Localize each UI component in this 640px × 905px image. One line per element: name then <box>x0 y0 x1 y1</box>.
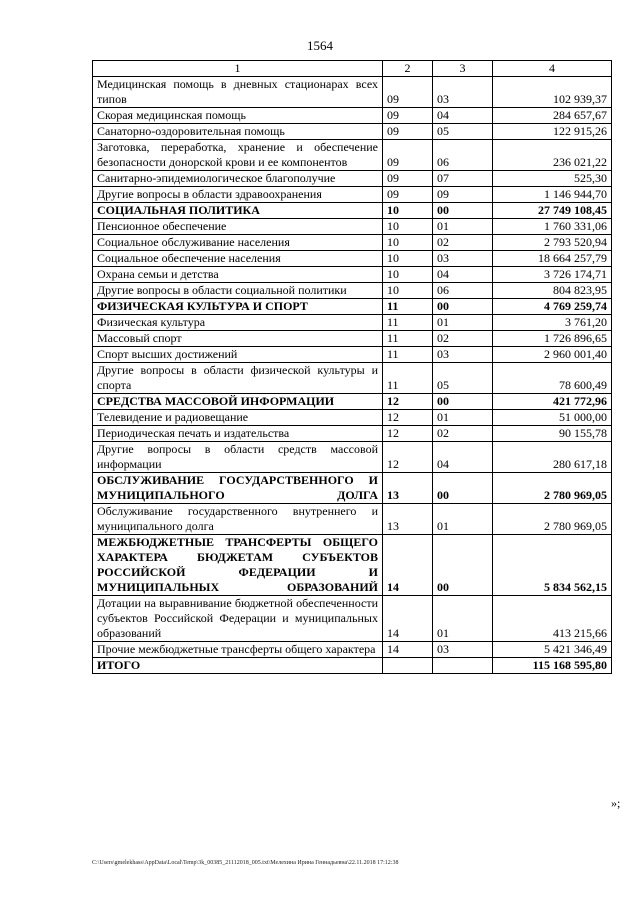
row-section-code: 10 <box>383 251 433 267</box>
page-number: 1564 <box>307 38 333 53</box>
row-amount: 5 421 346,49 <box>493 642 612 658</box>
total-empty-3 <box>433 658 493 674</box>
row-section-code: 12 <box>383 410 433 426</box>
section-row <box>93 203 612 219</box>
row-subsection-code: 01 <box>433 315 493 331</box>
row-subsection-code: 06 <box>433 140 493 171</box>
row-subsection-code: 01 <box>433 504 493 535</box>
table-row <box>93 267 612 283</box>
table-row <box>93 77 612 108</box>
row-section-code: 09 <box>383 108 433 124</box>
row-amount: 2 793 520,94 <box>493 235 612 251</box>
row-name: Массовый спорт <box>93 331 383 347</box>
row-subsection-code: 00 <box>433 299 493 315</box>
row-subsection-code: 04 <box>433 108 493 124</box>
table-header-row <box>93 61 612 77</box>
table-row <box>93 642 612 658</box>
section-row <box>93 535 612 596</box>
row-amount: 18 664 257,79 <box>493 251 612 267</box>
row-amount: 525,30 <box>493 171 612 187</box>
row-name: Социальное обслуживание населения <box>93 235 383 251</box>
row-name: Физическая культура <box>93 315 383 331</box>
row-name: Санитарно-эпидемиологическое благополучие <box>93 171 383 187</box>
row-name: Периодическая печать и издательства <box>93 426 383 442</box>
row-section-code: 11 <box>383 315 433 331</box>
row-subsection-code: 03 <box>433 251 493 267</box>
row-section-code: 13 <box>383 473 433 504</box>
row-amount: 804 823,95 <box>493 283 612 299</box>
table-row <box>93 363 612 394</box>
row-section-code: 12 <box>383 426 433 442</box>
row-name: Охрана семьи и детства <box>93 267 383 283</box>
row-name: МЕЖБЮДЖЕТНЫЕ ТРАНСФЕРТЫ ОБЩЕГО ХАРАКТЕРА БЮДЖЕТАМ СУБЪЕКТОВ РОССИЙСКОЙ ФЕДЕРАЦИИ И МУНИЦИПАЛЬНЫХ ОБРАЗОВАНИЙ <box>93 535 383 596</box>
row-amount: 1 760 331,06 <box>493 219 612 235</box>
row-section-code: 09 <box>383 140 433 171</box>
row-name: Прочие межбюджетные трансферты общего характера <box>93 642 383 658</box>
row-subsection-code: 00 <box>433 535 493 596</box>
row-amount: 2 960 001,40 <box>493 347 612 363</box>
row-name: Другие вопросы в области средств массовой информации <box>93 442 383 473</box>
row-subsection-code: 04 <box>433 267 493 283</box>
row-subsection-code: 00 <box>433 473 493 504</box>
row-subsection-code: 04 <box>433 442 493 473</box>
row-amount: 51 000,00 <box>493 410 612 426</box>
table-row <box>93 187 612 203</box>
total-empty-2 <box>383 658 433 674</box>
row-amount: 90 155,78 <box>493 426 612 442</box>
row-amount: 1 726 896,65 <box>493 331 612 347</box>
row-section-code: 14 <box>383 642 433 658</box>
table-row <box>93 442 612 473</box>
row-name: СОЦИАЛЬНАЯ ПОЛИТИКА <box>93 203 383 219</box>
header-col-1: 1 <box>93 61 383 77</box>
section-row <box>93 473 612 504</box>
row-amount: 413 215,66 <box>493 596 612 642</box>
row-subsection-code: 02 <box>433 426 493 442</box>
table-row <box>93 315 612 331</box>
row-subsection-code: 01 <box>433 219 493 235</box>
row-name: Дотации на выравнивание бюджетной обеспеченности субъектов Российской Федерации и муниципальных образований <box>93 596 383 642</box>
header-col-3: 3 <box>433 61 493 77</box>
section-row <box>93 394 612 410</box>
table-row <box>93 596 612 642</box>
row-section-code: 11 <box>383 363 433 394</box>
row-section-code: 09 <box>383 77 433 108</box>
row-amount: 280 617,18 <box>493 442 612 473</box>
section-row <box>93 299 612 315</box>
header-col-2: 2 <box>383 61 433 77</box>
table-row <box>93 171 612 187</box>
row-name: Пенсионное обеспечение <box>93 219 383 235</box>
row-section-code: 10 <box>383 219 433 235</box>
row-section-code: 14 <box>383 535 433 596</box>
table-row <box>93 410 612 426</box>
row-subsection-code: 03 <box>433 347 493 363</box>
table-row <box>93 108 612 124</box>
row-amount: 4 769 259,74 <box>493 299 612 315</box>
row-section-code: 09 <box>383 187 433 203</box>
row-amount: 122 915,26 <box>493 124 612 140</box>
row-amount: 3 761,20 <box>493 315 612 331</box>
row-amount: 421 772,96 <box>493 394 612 410</box>
total-amount: 115 168 595,80 <box>493 658 612 674</box>
row-name: Телевидение и радиовещание <box>93 410 383 426</box>
row-name: Другие вопросы в области физической культуры и спорта <box>93 363 383 394</box>
row-subsection-code: 05 <box>433 363 493 394</box>
row-name: Другие вопросы в области здравоохранения <box>93 187 383 203</box>
row-name: Санаторно-оздоровительная помощь <box>93 124 383 140</box>
row-section-code: 10 <box>383 267 433 283</box>
closing-quote: »; <box>611 796 621 810</box>
row-name: ФИЗИЧЕСКАЯ КУЛЬТУРА И СПОРТ <box>93 299 383 315</box>
row-name: Обслуживание государственного внутреннего и муниципального долга <box>93 504 383 535</box>
row-amount: 2 780 969,05 <box>493 473 612 504</box>
row-name: Медицинская помощь в дневных стационарах всех типов <box>93 77 383 108</box>
row-name: Социальное обеспечение населения <box>93 251 383 267</box>
row-subsection-code: 07 <box>433 171 493 187</box>
row-amount: 2 780 969,05 <box>493 504 612 535</box>
row-section-code: 10 <box>383 203 433 219</box>
table-row <box>93 140 612 171</box>
footer-file-path: C:\Users\gmelekhass\AppData\Local\Temp\3k_00385_21112018_005.txt\Мелехина Ирина Геннадьевна\22.11.2018 17:12:38 <box>92 860 399 866</box>
row-section-code: 09 <box>383 124 433 140</box>
table-row <box>93 331 612 347</box>
row-subsection-code: 02 <box>433 235 493 251</box>
table-row <box>93 251 612 267</box>
total-row <box>93 658 612 674</box>
row-section-code: 11 <box>383 299 433 315</box>
table-row <box>93 235 612 251</box>
row-name: ОБСЛУЖИВАНИЕ ГОСУДАРСТВЕННОГО И МУНИЦИПАЛЬНОГО ДОЛГА <box>93 473 383 504</box>
row-amount: 78 600,49 <box>493 363 612 394</box>
row-amount: 102 939,37 <box>493 77 612 108</box>
row-section-code: 14 <box>383 596 433 642</box>
row-amount: 5 834 562,15 <box>493 535 612 596</box>
row-subsection-code: 00 <box>433 203 493 219</box>
row-subsection-code: 06 <box>433 283 493 299</box>
row-amount: 284 657,67 <box>493 108 612 124</box>
row-section-code: 11 <box>383 347 433 363</box>
row-section-code: 10 <box>383 283 433 299</box>
row-amount: 236 021,22 <box>493 140 612 171</box>
row-name: Спорт высших достижений <box>93 347 383 363</box>
row-section-code: 12 <box>383 442 433 473</box>
row-section-code: 11 <box>383 331 433 347</box>
row-section-code: 10 <box>383 235 433 251</box>
table-row <box>93 504 612 535</box>
budget-table <box>92 60 612 674</box>
row-section-code: 12 <box>383 394 433 410</box>
table-row <box>93 426 612 442</box>
row-amount: 3 726 174,71 <box>493 267 612 283</box>
row-subsection-code: 03 <box>433 642 493 658</box>
row-subsection-code: 09 <box>433 187 493 203</box>
row-amount: 1 146 944,70 <box>493 187 612 203</box>
row-name: Другие вопросы в области социальной политики <box>93 283 383 299</box>
table-row <box>93 219 612 235</box>
row-name: СРЕДСТВА МАССОВОЙ ИНФОРМАЦИИ <box>93 394 383 410</box>
row-subsection-code: 03 <box>433 77 493 108</box>
row-subsection-code: 01 <box>433 410 493 426</box>
table-row <box>93 347 612 363</box>
total-label: ИТОГО <box>93 658 383 674</box>
table-row <box>93 283 612 299</box>
table-row <box>93 124 612 140</box>
row-subsection-code: 05 <box>433 124 493 140</box>
row-subsection-code: 01 <box>433 596 493 642</box>
row-section-code: 13 <box>383 504 433 535</box>
header-col-4: 4 <box>493 61 612 77</box>
row-section-code: 09 <box>383 171 433 187</box>
table-body <box>93 77 612 674</box>
row-subsection-code: 02 <box>433 331 493 347</box>
row-amount: 27 749 108,45 <box>493 203 612 219</box>
row-subsection-code: 00 <box>433 394 493 410</box>
row-name: Заготовка, переработка, хранение и обеспечение безопасности донорской крови и ее компонентов <box>93 140 383 171</box>
row-name: Скорая медицинская помощь <box>93 108 383 124</box>
